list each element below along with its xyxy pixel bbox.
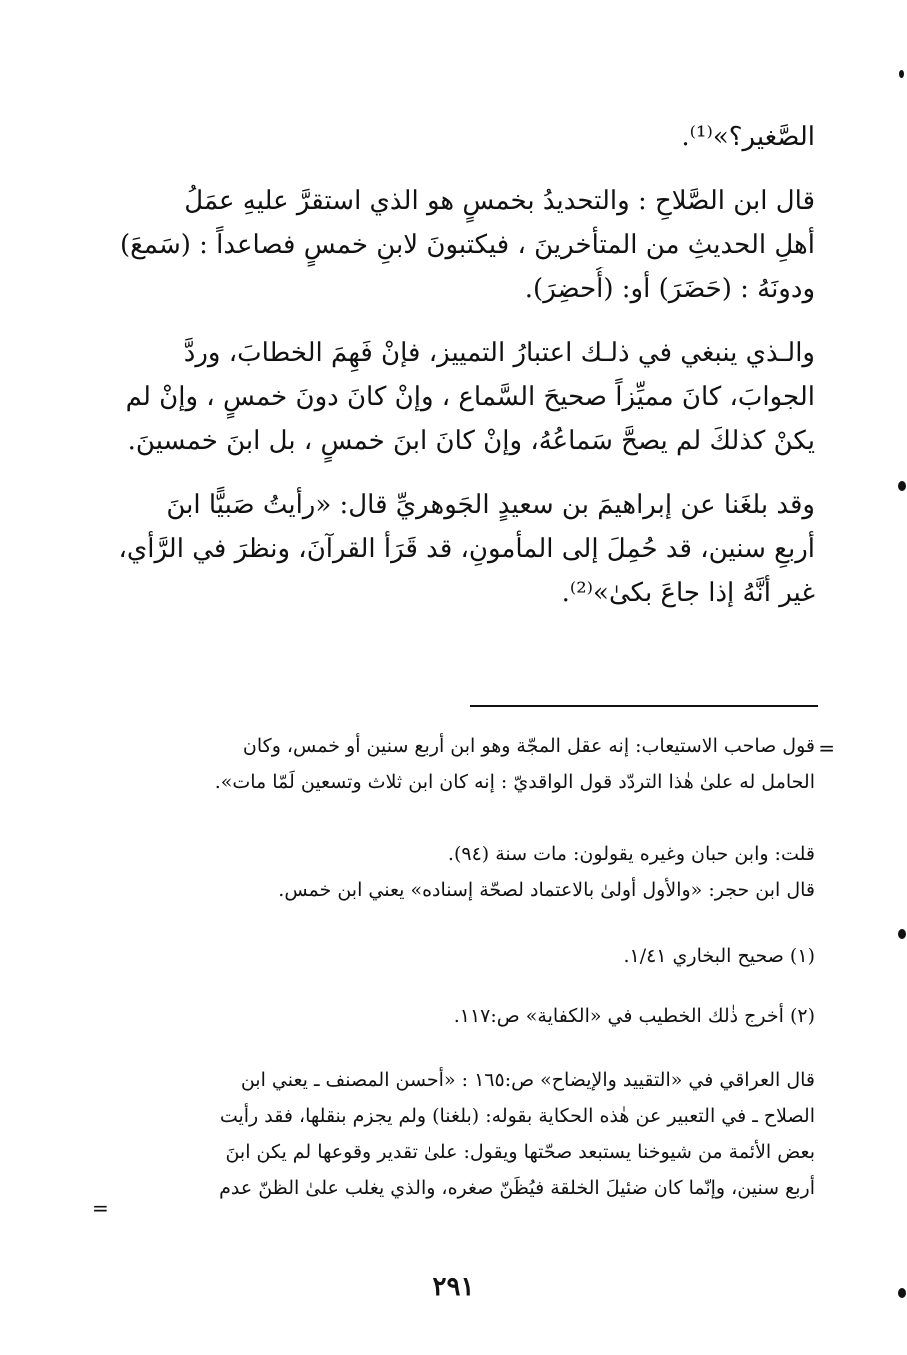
footnote-line: قول صاحب الاستيعاب: إنه عقل المجّة وهو ابن أربع سنين أو خمس، وكان — [242, 735, 815, 757]
text-line: أهلِ الحديثِ من المتأخرينَ ، فيكتبونَ لابنِ خمسٍ فصاعداً : (سَمعَ) — [119, 230, 815, 260]
text-line: يكنْ كذلكَ لم يصحَّ سَماعُهُ، وإنْ كانَ ابنَ خمسٍ ، بل ابنَ خمسينَ. — [127, 426, 815, 456]
page-number: ٢٩١ — [432, 1272, 475, 1302]
continuation-mark-bottom: = — [92, 1196, 109, 1220]
footnote-1 — [110, 938, 815, 974]
scan-mark — [898, 481, 906, 491]
text-line: أربعِ سنين، قد حُمِلَ إلى المأمونِ، قد قَرَأ القرآنَ، ونظرَ في الرَّأي، — [118, 534, 815, 564]
text-line: والـذي ينبغي في ذلـك اعتبارُ التمييز، فإنْ فَهِمَ الخطابَ، وردَّ — [183, 338, 815, 368]
scan-mark — [898, 929, 906, 939]
footnote-line: أربع سنين، وإنّما كان ضئيلَ الخلقة فيُظَنّ صغره، والذي يغلب علىٰ الظنّ عدم — [219, 1177, 815, 1199]
paragraph-2 — [110, 179, 815, 311]
footnote-continuation — [110, 728, 815, 800]
footnote-2 — [110, 998, 815, 1034]
text-line: قال ابن الصَّلاحِ : والتحديدُ بخمسٍ هو الذي استقرَّ عليهِ عمَلُ — [184, 186, 815, 216]
paragraph-3 — [110, 331, 815, 463]
footnote-2-continuation — [110, 1062, 815, 1206]
text-line: وقد بلغَنا عن إبراهيمَ بن سعيدٍ الجَوهريِّ قال: «رأيتُ صَبيًّا ابنَ — [166, 490, 815, 520]
paragraph-1 — [110, 115, 815, 159]
footnote-line: الحامل له علىٰ هٰذا التردّد قول الواقديّ : إنه كان ابن ثلاث وتسعين لَمّا مات». — [214, 771, 815, 793]
footnote-line: (١) صحيح البخاري ١/٤١. — [623, 945, 815, 967]
footnote-line: قلت: وابن حبان وغيره يقولون: مات سنة (٩٤). — [447, 843, 815, 865]
main-text — [110, 115, 815, 615]
paragraph-4 — [110, 483, 815, 615]
text-line: غير أنَّهُ إذا جاعَ بكىٰ»⁽²⁾. — [561, 578, 815, 608]
footnote-separator — [470, 705, 818, 707]
text-line: ودونَهُ : (حَضَرَ) أو: (أُحضِرَ). — [524, 274, 815, 304]
footnote-notes — [110, 836, 815, 908]
text-line: الجوابَ، كانَ مميِّزاً صحيحَ السَّماع ، وإنْ كانَ دونَ خمسٍ ، وإنْ لم — [125, 382, 815, 412]
footnote-line: قال العراقي في «التقييد والإيضاح» ص:١٦٥ : «أحسن المصنف ـ يعني ابن — [240, 1069, 815, 1091]
footnote-line: الصلاح ـ في التعبير عن هٰذه الحكاية بقوله: (بلغنا) ولم يجزم بنقلها، فقد رأيت — [219, 1105, 815, 1127]
continuation-mark-top: = — [818, 736, 835, 760]
scan-mark — [899, 70, 904, 78]
text-line: الصَّغير؟»⁽¹⁾. — [681, 122, 815, 152]
scan-mark — [898, 1288, 906, 1298]
footnote-line: (٢) أخرج ذٰلك الخطيب في «الكفاية» ص:١١٧. — [453, 1005, 815, 1027]
footnote-line: بعض الأئمة من شيوخنا يستبعد صحّتها ويقول: علىٰ تقدير وقوعها لم يكن ابنَ — [225, 1141, 815, 1163]
footnote-line: قال ابن حجر: «والأول أولىٰ بالاعتماد لصحّة إسناده» يعني ابن خمس. — [278, 879, 815, 901]
